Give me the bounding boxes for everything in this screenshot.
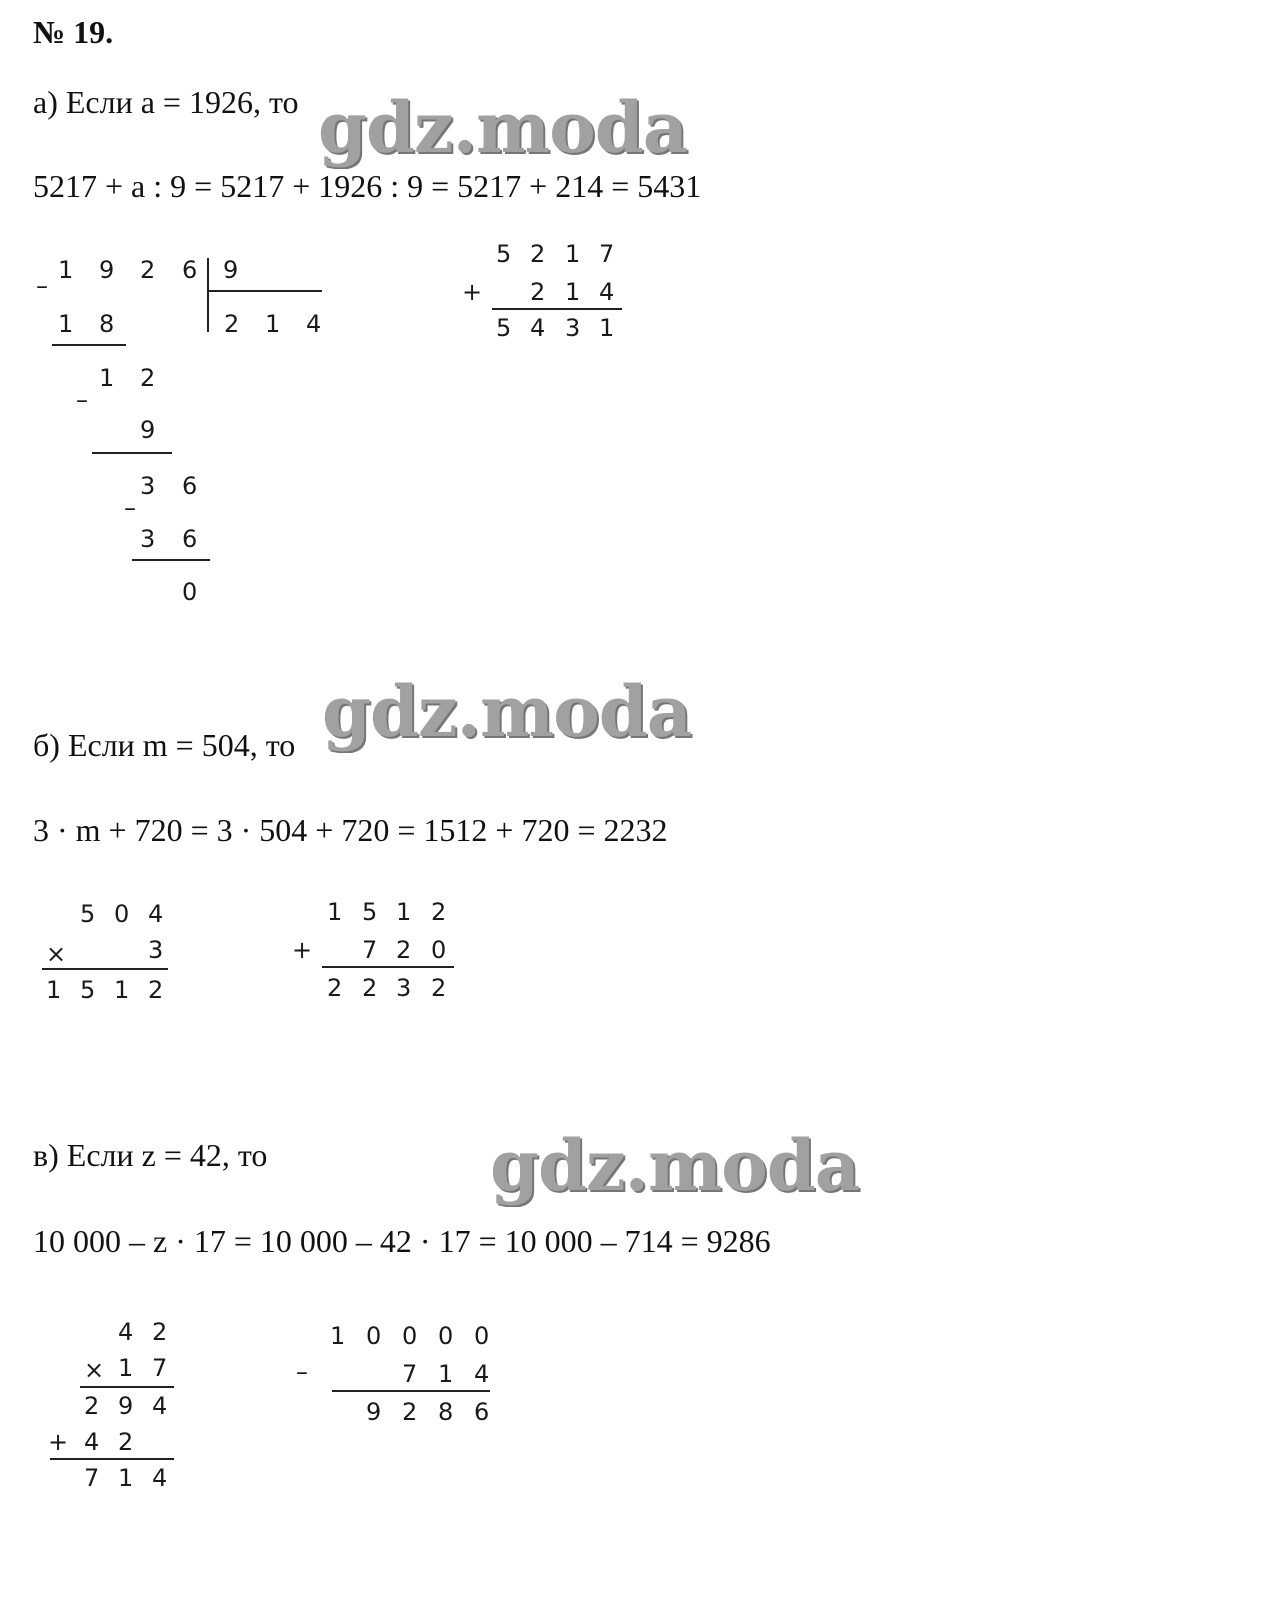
subtrahend-digit: 8	[99, 310, 115, 338]
subtraction-line	[132, 559, 210, 561]
addend-digit: 2	[530, 240, 546, 268]
partial-product-digit: 9	[118, 1392, 134, 1420]
plus-sign: +	[48, 1428, 69, 1456]
sum-digit: 3	[565, 314, 581, 342]
factor-digit: 0	[114, 900, 130, 928]
subtrahend-digit: 7	[402, 1360, 418, 1388]
factor-digit: 1	[118, 1354, 134, 1382]
sum-line	[492, 308, 622, 310]
subtrahend-digit: 4	[474, 1360, 490, 1388]
subtrahend-digit: 1	[58, 310, 74, 338]
product-digit: 4	[152, 1464, 168, 1492]
addend-digit: 1	[565, 278, 581, 306]
subtraction-line	[52, 344, 126, 346]
watermark: gdz.moda	[490, 1124, 860, 1207]
times-sign: ×	[84, 1356, 105, 1384]
subtrahend-digit: 1	[438, 1360, 454, 1388]
minuend-digit: 0	[438, 1322, 454, 1350]
remainder-digit: 3	[140, 472, 156, 500]
addend-digit: 1	[396, 898, 412, 926]
product-digit: 1	[114, 976, 130, 1004]
sum-line	[322, 966, 454, 968]
dividend-digit: 6	[182, 256, 198, 284]
factor-digit: 5	[80, 900, 96, 928]
sum-digit: 4	[530, 314, 546, 342]
remainder-digit: 6	[182, 472, 198, 500]
difference-digit: 6	[474, 1398, 490, 1426]
addend-digit: 5	[362, 898, 378, 926]
difference-digit: 2	[402, 1398, 418, 1426]
product-digit: 2	[148, 976, 164, 1004]
quotient-digit: 4	[306, 310, 322, 338]
subtraction-line	[92, 452, 172, 454]
sum-digit: 2	[327, 974, 343, 1002]
minuend-digit: 1	[330, 1322, 346, 1350]
part-c-heading: в) Если z = 42, то	[33, 1137, 268, 1173]
dividend-digit: 1	[58, 256, 74, 284]
minus-sign: –	[124, 494, 136, 522]
partial-product-digit: 2	[118, 1428, 134, 1456]
sum-digit: 3	[396, 974, 412, 1002]
watermark: gdz.moda	[318, 86, 688, 169]
dividend-digit: 2	[140, 256, 156, 284]
sum-digit: 2	[431, 974, 447, 1002]
factor-digit: 7	[152, 1354, 168, 1382]
addend-digit: 7	[599, 240, 615, 268]
sum-digit: 2	[362, 974, 378, 1002]
part-c-expression: 10 000 – z · 17 = 10 000 – 42 · 17 = 10 000 – 714 = 9286	[33, 1223, 771, 1259]
addend-digit: 1	[565, 240, 581, 268]
subtrahend-digit: 3	[140, 525, 156, 553]
part-b-expression: 3 · m + 720 = 3 · 504 + 720 = 1512 + 720 = 2232	[33, 812, 668, 848]
times-sign: ×	[46, 940, 67, 968]
factor-digit: 4	[118, 1318, 134, 1346]
addend-digit: 1	[327, 898, 343, 926]
factor-digit: 4	[148, 900, 164, 928]
partial-product-digit: 4	[152, 1392, 168, 1420]
difference-line	[332, 1390, 490, 1392]
addend-digit: 2	[530, 278, 546, 306]
part-b-heading: б) Если m = 504, то	[33, 727, 296, 763]
plus-sign: +	[462, 278, 483, 306]
minus-sign: –	[76, 386, 88, 414]
product-line	[50, 1458, 174, 1460]
factor-digit: 2	[152, 1318, 168, 1346]
quotient-digit: 1	[265, 310, 281, 338]
final-remainder: 0	[182, 578, 198, 606]
product-digit: 1	[118, 1464, 134, 1492]
factor-digit: 3	[148, 936, 164, 964]
divisor-underline	[207, 290, 322, 292]
product-line	[42, 968, 168, 970]
plus-sign: +	[292, 936, 313, 964]
product-digit: 7	[84, 1464, 100, 1492]
minus-sign: –	[296, 1358, 308, 1386]
divisor: 9	[223, 256, 239, 284]
sum-digit: 5	[496, 314, 512, 342]
exercise-title: № 19.	[33, 14, 114, 50]
partial-product-digit: 2	[84, 1392, 100, 1420]
addend-digit: 2	[431, 898, 447, 926]
part-a-expression: 5217 + a : 9 = 5217 + 1926 : 9 = 5217 + 214 = 5431	[33, 168, 702, 204]
remainder-digit: 1	[99, 364, 115, 392]
addend-digit: 5	[496, 240, 512, 268]
watermark: gdz.moda	[322, 670, 692, 753]
dividend-digit: 9	[99, 256, 115, 284]
product-digit: 1	[46, 976, 62, 1004]
minuend-digit: 0	[474, 1322, 490, 1350]
product-line	[80, 1386, 174, 1388]
addend-digit: 7	[362, 936, 378, 964]
division-bar	[207, 258, 209, 332]
addend-digit: 4	[599, 278, 615, 306]
partial-product-digit: 4	[84, 1428, 100, 1456]
product-digit: 5	[80, 976, 96, 1004]
part-a-heading: а) Если a = 1926, то	[33, 84, 299, 120]
addend-digit: 0	[431, 936, 447, 964]
minuend-digit: 0	[366, 1322, 382, 1350]
subtrahend-digit: 9	[140, 416, 156, 444]
addend-digit: 2	[396, 936, 412, 964]
difference-digit: 9	[366, 1398, 382, 1426]
subtrahend-digit: 6	[182, 525, 198, 553]
difference-digit: 8	[438, 1398, 454, 1426]
minuend-digit: 0	[402, 1322, 418, 1350]
remainder-digit: 2	[140, 364, 156, 392]
sum-digit: 1	[599, 314, 615, 342]
quotient-digit: 2	[224, 310, 240, 338]
minus-sign: –	[36, 272, 48, 300]
